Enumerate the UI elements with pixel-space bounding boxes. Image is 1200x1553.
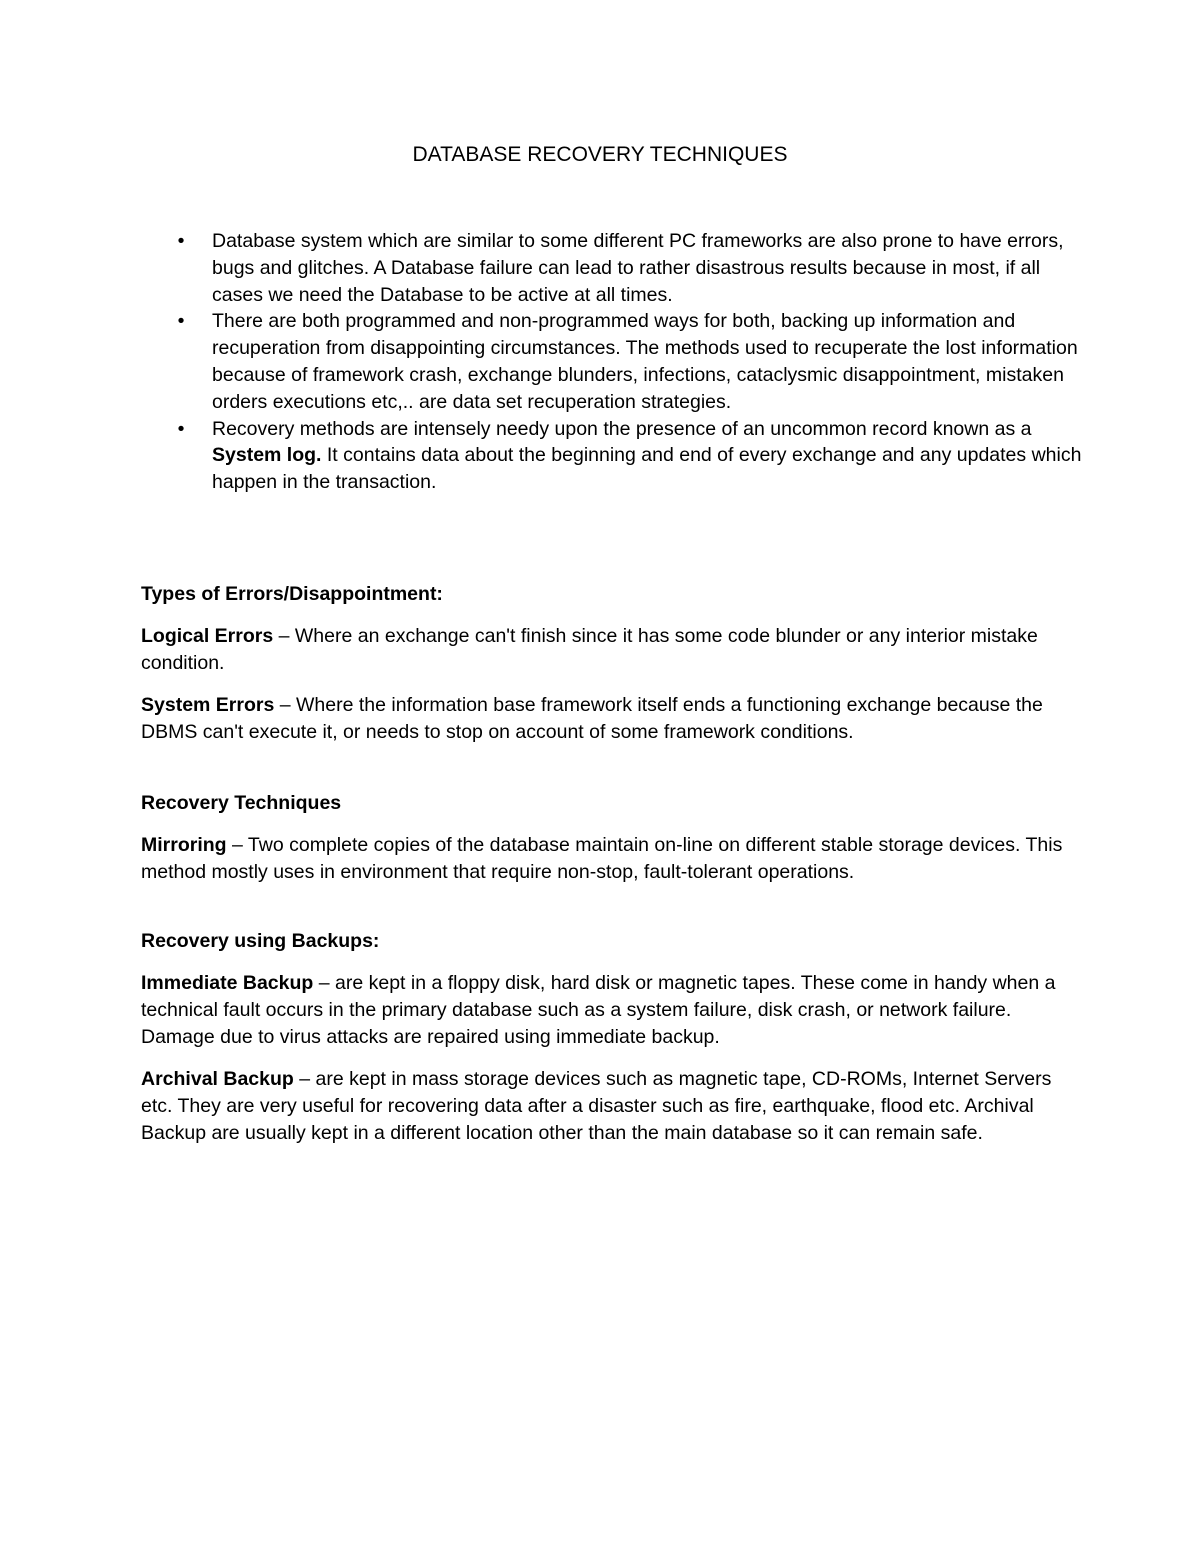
system-errors-text: – Where the information base framework itself ends a functioning exchange because the DBMS can't execute it, or needs to stop on account of some framework conditions. xyxy=(141,694,1043,743)
document-title: DATABASE RECOVERY TECHNIQUES xyxy=(412,143,788,166)
immediate-backup-paragraph xyxy=(141,970,1071,1050)
bullet-item xyxy=(177,228,1082,308)
bullet-icon: • xyxy=(177,230,185,252)
logical-errors-term: Logical Errors xyxy=(141,625,274,647)
bullet-item xyxy=(177,416,1082,496)
recovery-using-backups-heading: Recovery using Backups: xyxy=(141,930,380,952)
bullet-icon: • xyxy=(177,417,185,440)
system-errors-paragraph xyxy=(141,692,1071,746)
immediate-backup-term: Immediate Backup xyxy=(141,972,314,994)
archival-backup-paragraph xyxy=(141,1066,1071,1146)
bullet-text-after: It contains data about the beginning and end of every exchange and any updates which happen in the transaction. xyxy=(212,444,1082,494)
types-of-errors-heading: Types of Errors/Disappointment: xyxy=(141,583,443,605)
bullet-text-before: Recovery methods are intensely needy upon the presence of an uncommon record known as a xyxy=(212,417,1032,440)
system-errors-term: System Errors xyxy=(141,694,275,716)
system-log-term: System log. xyxy=(212,444,322,467)
recovery-techniques-heading: Recovery Techniques xyxy=(141,792,342,814)
archival-backup-term: Archival Backup xyxy=(141,1068,294,1090)
archival-backup-text: – are kept in mass storage devices such as magnetic tape, CD-ROMs, Internet Servers etc. They are very useful for recovering data after a disaster such as fire, earthquake, flood etc. Archival Backup are usually kept in a different location other than the main database so it can remain safe. xyxy=(141,1068,1052,1144)
bullet-text: There are both programmed and non-programmed ways for both, backing up information and recuperation from disappointing circumstances. The methods used to recuperate the lost information because of framework crash, exchange blunders, infections, cataclysmic disappointment, mistaken orders executions etc,.. are data set recuperation strategies. xyxy=(212,310,1078,413)
bullet-item xyxy=(177,308,1082,415)
mirroring-text: – Two complete copies of the database maintain on-line on different stable storage devices. This method mostly uses in environment that require non-stop, fault-tolerant operations. xyxy=(141,834,1063,883)
logical-errors-paragraph xyxy=(141,623,1071,677)
bullet-icon: • xyxy=(177,310,185,333)
logical-errors-text: – Where an exchange can't finish since it has some code blunder or any interior mistake condition. xyxy=(141,625,1038,674)
mirroring-paragraph xyxy=(141,832,1071,886)
bullet-text: Database system which are similar to some different PC frameworks are also prone to have errors, bugs and glitches. A Database failure can lead to rather disastrous results because in most, if all cases we need the Database to be active at all times. xyxy=(212,230,1064,306)
intro-bullet-list xyxy=(177,228,1082,496)
immediate-backup-text: – are kept in a floppy disk, hard disk or magnetic tapes. These come in handy when a technical fault occurs in the primary database such as a system failure, disk crash, or network failure. Damage due to virus attacks are repaired using immediate backup. xyxy=(141,972,1056,1048)
mirroring-term: Mirroring xyxy=(141,834,227,856)
